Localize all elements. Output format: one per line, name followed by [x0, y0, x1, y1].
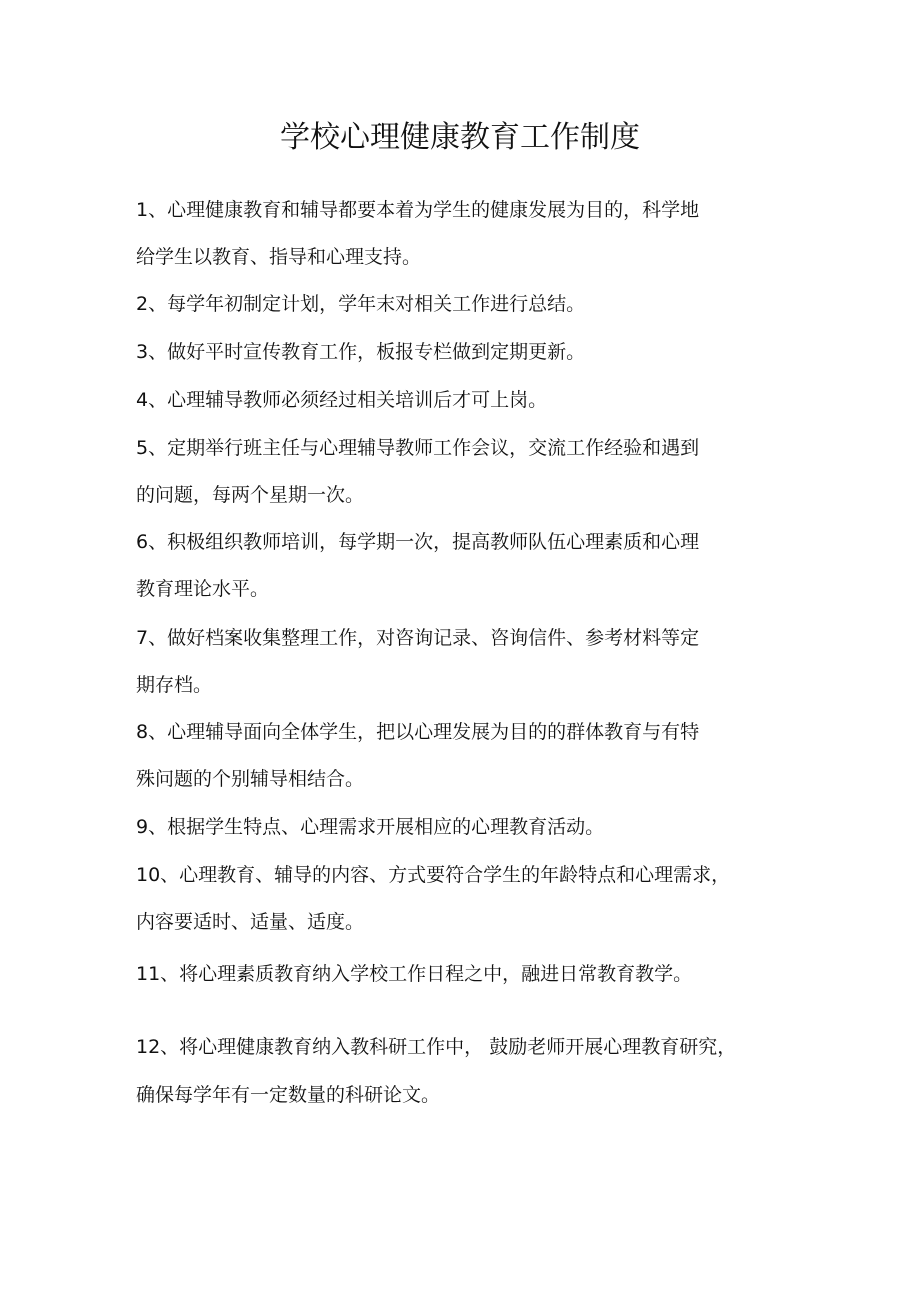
rule-1-line-1: 1、心理健康教育和辅导都要本着为学生的健康发展为目的，科学地 [136, 199, 700, 221]
rule-3-line-1: 3、做好平时宣传教育工作，板报专栏做到定期更新。 [136, 341, 586, 363]
rule-7-line-1: 7、做好档案收集整理工作，对咨询记录、咨询信件、参考材料等定 [136, 627, 700, 649]
rule-1-line-2: 给学生以教育、指导和心理支持。 [136, 246, 422, 268]
rule-8-line-2: 殊问题的个别辅导相结合。 [136, 768, 365, 790]
rule-7-line-2: 期存档。 [136, 674, 213, 696]
rule-5-line-1: 5、定期举行班主任与心理辅导教师工作会议，交流工作经验和遇到 [136, 437, 700, 459]
rule-10-line-1: 10、心理教育、辅导的内容、方式要符合学生的年龄特点和心理需求， [136, 864, 731, 886]
rule-11-line-1: 11、将心理素质教育纳入学校工作日程之中，融进日常教育教学。 [136, 963, 693, 985]
rule-9-line-1: 9、根据学生特点、心理需求开展相应的心理教育活动。 [136, 816, 605, 838]
rule-6-line-2: 教育理论水平。 [136, 578, 270, 600]
rule-5-line-2: 的问题，每两个星期一次。 [136, 484, 365, 506]
rule-6-line-1: 6、积极组织教师培训，每学期一次，提高教师队伍心理素质和心理 [136, 531, 700, 553]
rule-4-line-1: 4、心理辅导教师必须经过相关培训后才可上岗。 [136, 389, 548, 411]
document-title: 学校心理健康教育工作制度 [280, 120, 640, 155]
rule-2-line-1: 2、每学年初制定计划，学年末对相关工作进行总结。 [136, 293, 586, 315]
rule-12-line-1: 12、将心理健康教育纳入教科研工作中， 鼓励老师开展心理教育研究， [136, 1036, 737, 1058]
rule-12-line-2: 确保每学年有一定数量的科研论文。 [136, 1084, 441, 1106]
rule-8-line-1: 8、心理辅导面向全体学生，把以心理发展为目的的群体教育与有特 [136, 721, 700, 743]
rule-10-line-2: 内容要适时、适量、适度。 [136, 911, 365, 933]
